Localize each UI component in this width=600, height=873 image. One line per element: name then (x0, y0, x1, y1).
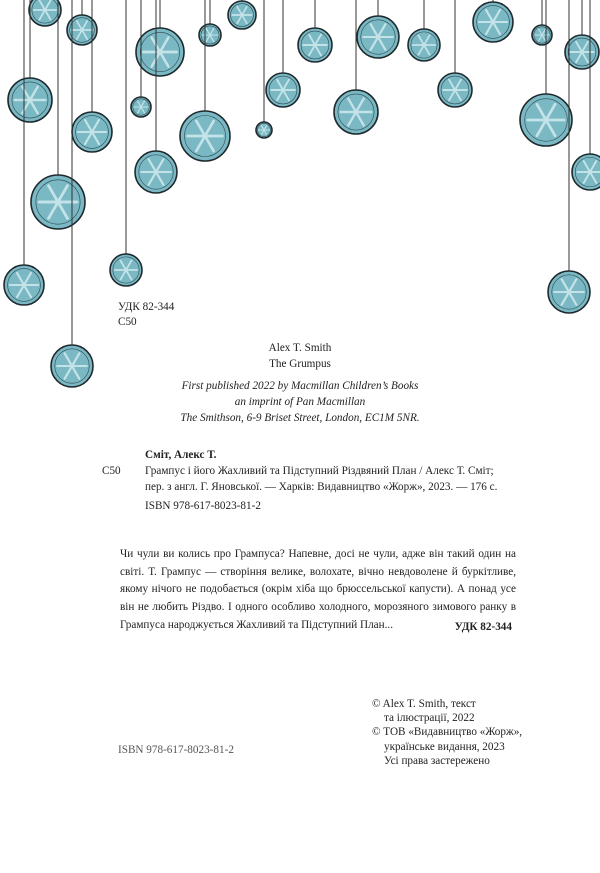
isbn-bottom: ISBN 978-617-8023-81-2 (118, 744, 234, 756)
copyright-line: українське видання, 2023 (384, 740, 505, 753)
ornament-bauble (199, 0, 221, 46)
udk-header (118, 300, 174, 330)
ornament-bauble (29, 0, 61, 26)
ornament-bauble (438, 0, 472, 107)
imprint: an imprint of Pan Macmillan (234, 396, 366, 408)
catalog-description (145, 463, 497, 495)
catalog-isbn: ISBN 978-617-8023-81-2 (145, 500, 261, 512)
copyright-line: © ТОВ «Видавництво «Жорж», (372, 726, 523, 739)
ornament-bauble (532, 0, 552, 45)
ornament-bauble (473, 0, 513, 42)
annotation-udk: УДК 82-344 (454, 621, 512, 633)
copyright-line: Усі права застережено (384, 754, 490, 767)
ornament-bauble (565, 0, 599, 69)
ornament-bauble (298, 0, 332, 62)
ornament-bauble (180, 0, 230, 161)
ornament-bauble (4, 0, 44, 305)
copyright-line: та ілюстрації, 2022 (384, 712, 475, 725)
original-edition-info (0, 340, 600, 426)
copyright-block (372, 697, 522, 768)
annotation-text: Чи чули ви колись про Грампуса? Напевне, досі не чули, адже він такий один на світі. Т. Грампус — створіння велике, волохате, вічно невдоволене й буркітливе, якому нічого не подобається (окрім хіба що брюссельської капусти). А понад усе він не любить Різдво. І одного особливо холодного, морозяного зимового ранку в Грампуса народжується Жахливий та Підступний План... (120, 548, 516, 631)
ornament-bauble (572, 0, 600, 190)
ornament-bauble (408, 0, 440, 61)
first-published: First published 2022 by Macmillan Children’s Books (181, 380, 419, 392)
library-index: С50 (118, 316, 137, 328)
copyright-line: © Alex T. Smith, текст (372, 698, 476, 710)
ornament-bauble (136, 0, 184, 76)
ornament-bauble (357, 0, 399, 58)
ornament-bauble (228, 0, 256, 29)
catalog-author: Сміт, Алекс Т. (145, 449, 217, 461)
original-title: The Grumpus (269, 358, 331, 370)
udk-code: УДК 82-344 (118, 301, 175, 313)
ornament-bauble (266, 0, 300, 107)
original-author: Alex T. Smith (268, 342, 332, 354)
publisher-address: The Smithson, 6-9 Briset Street, London, EC1M 5NR. (180, 412, 420, 424)
ornament-bauble (256, 0, 272, 138)
catalog-index: С50 (102, 465, 121, 477)
catalog-line: Грампус і його Жахливий та Підступний Різдвяний План / Алекс Т. Сміт; (145, 465, 494, 477)
ornament-bauble (520, 0, 572, 146)
catalog-line: пер. з англ. Г. Яновської. — Харків: Видавництво «Жорж», 2023. — 176 с. (145, 481, 498, 493)
